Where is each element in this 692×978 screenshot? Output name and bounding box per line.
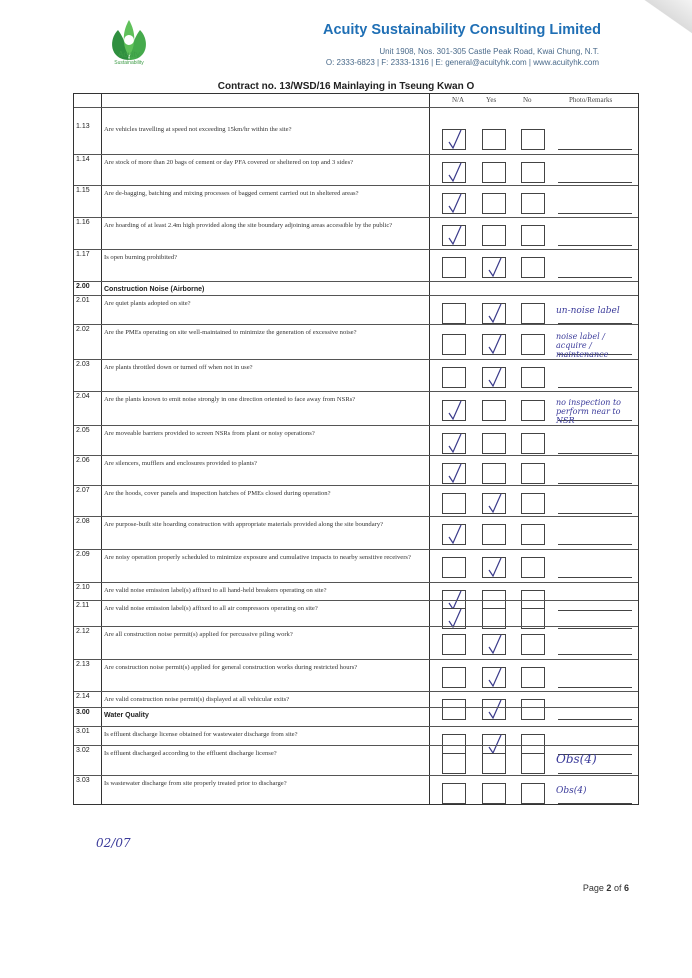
- remarks-line: [558, 213, 632, 214]
- item-number: 2.11: [76, 602, 90, 609]
- checkbox-no[interactable]: [521, 367, 545, 388]
- row-divider: [74, 745, 638, 746]
- checklist-row: [74, 518, 640, 551]
- item-number: 2.14: [76, 693, 90, 700]
- checkbox-na[interactable]: [442, 524, 466, 545]
- logo-wordmark: [96, 50, 162, 68]
- checkbox-no[interactable]: [521, 493, 545, 514]
- checkbox-yes[interactable]: [482, 367, 506, 388]
- question-text: Are the hoods, cover panels and inspection hatches of PMEs closed during operation?: [104, 490, 331, 497]
- item-number: 2.06: [76, 457, 90, 464]
- item-number: 1.16: [76, 219, 90, 226]
- checkbox-na[interactable]: [442, 463, 466, 484]
- checkbox-yes[interactable]: [482, 162, 506, 183]
- checkbox-yes[interactable]: [482, 257, 506, 278]
- check-mark-icon: [487, 302, 503, 324]
- checklist-row: [74, 661, 640, 693]
- checkbox-yes[interactable]: [482, 524, 506, 545]
- question-text: Are vehicles travelling at speed not exceeding 15km/hr within the site?: [104, 126, 292, 133]
- item-number: 2.07: [76, 487, 90, 494]
- check-mark-icon: [487, 366, 503, 388]
- check-mark-icon: [487, 333, 503, 355]
- remarks-line: [558, 245, 632, 246]
- checklist-row: [74, 251, 640, 283]
- row-divider: [74, 391, 638, 392]
- checklist-row: [74, 297, 640, 326]
- checkbox-yes[interactable]: [482, 129, 506, 150]
- checklist-row: [74, 628, 640, 661]
- checkbox-no[interactable]: [521, 667, 545, 688]
- row-divider: [74, 582, 638, 583]
- checklist-row: [74, 777, 640, 808]
- handwritten-remark: no inspection to perform near to NSR: [556, 398, 621, 425]
- checkbox-na[interactable]: [442, 367, 466, 388]
- checkbox-yes[interactable]: [482, 463, 506, 484]
- column-header-remarks: Photo/Remarks: [569, 96, 613, 104]
- item-number: 2.10: [76, 584, 90, 591]
- checkbox-yes[interactable]: [482, 667, 506, 688]
- item-number: 3.00: [76, 709, 90, 716]
- item-number: 2.04: [76, 393, 90, 400]
- checkbox-no[interactable]: [521, 162, 545, 183]
- checkbox-yes[interactable]: [482, 303, 506, 324]
- item-number: 2.01: [76, 297, 90, 304]
- checkbox-no[interactable]: [521, 463, 545, 484]
- item-number: 2.02: [76, 326, 90, 333]
- item-number: 2.00: [76, 283, 90, 290]
- checklist-row: [74, 487, 640, 518]
- checkbox-na[interactable]: [442, 634, 466, 655]
- question-text: Are stock of more than 20 bags of cement or day PFA covered or sheltered on top and 3 sides?: [104, 159, 354, 166]
- row-divider: [74, 185, 638, 186]
- header-divider: [74, 107, 638, 108]
- question-text: Is effluent discharged according to the effluent discharge license?: [104, 750, 277, 757]
- item-number: 1.14: [76, 156, 90, 163]
- company-address: [326, 46, 599, 68]
- remarks-line: [558, 687, 632, 688]
- handwritten-remark: un-noise label: [556, 306, 620, 316]
- checkbox-na[interactable]: [442, 303, 466, 324]
- page-number: [583, 883, 629, 893]
- checklist-table: [73, 93, 639, 805]
- check-mark-icon: [447, 128, 463, 150]
- remarks-line: [558, 803, 632, 804]
- checklist-row: [74, 123, 640, 156]
- checkbox-na[interactable]: [442, 667, 466, 688]
- row-divider: [74, 659, 638, 660]
- checklist-row: [74, 361, 640, 393]
- column-header-no: No: [523, 96, 532, 104]
- checkbox-no[interactable]: [521, 225, 545, 246]
- remarks-line: [558, 277, 632, 278]
- logo-subtitle: Sustainability: [114, 60, 144, 66]
- checklist-row: [74, 551, 640, 584]
- row-divider: [74, 154, 638, 155]
- section-title: Water Quality: [104, 712, 149, 719]
- checkbox-yes[interactable]: [482, 783, 506, 804]
- checklist-row: [74, 393, 640, 427]
- item-number: 1.13: [76, 123, 90, 130]
- check-mark-icon: [487, 556, 503, 578]
- checkbox-no[interactable]: [521, 303, 545, 324]
- question-text: Is effluent discharge license obtained for wastewater discharge from site?: [104, 731, 298, 738]
- page-total: 6: [623, 883, 629, 893]
- question-text: Are noisy operation properly scheduled to minimize exposure and cumulative impacts to nearby sensitive receivers?: [104, 554, 411, 561]
- question-text: Are plants throttled down or turned off when not in use?: [104, 364, 253, 371]
- item-number: 2.05: [76, 427, 90, 434]
- checkbox-no[interactable]: [521, 634, 545, 655]
- item-number: 2.12: [76, 628, 90, 635]
- checkbox-no[interactable]: [521, 257, 545, 278]
- check-mark-icon: [487, 492, 503, 514]
- company-name: Acuity Sustainability Consulting Limited: [323, 22, 601, 38]
- check-mark-icon: [447, 399, 463, 421]
- checkbox-yes[interactable]: [482, 400, 506, 421]
- page-of: of: [613, 883, 622, 893]
- question-text: Are silencers, mufflers and enclosures provided to plants?: [104, 460, 257, 467]
- checkbox-na[interactable]: [442, 557, 466, 578]
- row-divider: [74, 626, 638, 627]
- checkbox-yes[interactable]: [482, 557, 506, 578]
- row-divider: [74, 455, 638, 456]
- question-text: Is wastewater discharge from site properly treated prior to discharge?: [104, 780, 287, 787]
- row-divider: [74, 516, 638, 517]
- checkbox-na[interactable]: [442, 783, 466, 804]
- checkbox-yes[interactable]: [482, 493, 506, 514]
- question-text: Are valid construction noise permit(s) displayed at all vehicular exits?: [104, 696, 290, 703]
- section-title: Construction Noise (Airborne): [104, 286, 205, 293]
- row-divider: [74, 600, 638, 601]
- handwritten-date: 02/07: [96, 836, 131, 850]
- checkbox-no[interactable]: [521, 334, 545, 355]
- checkbox-yes[interactable]: [482, 334, 506, 355]
- remarks-line: [558, 513, 632, 514]
- question-text: Are the plants known to emit noise strongly in one direction oriented to face away from NSRs?: [104, 396, 356, 403]
- row-divider: [74, 691, 638, 692]
- checkbox-no[interactable]: [521, 400, 545, 421]
- remarks-line: [558, 483, 632, 484]
- question-text: Are de-bagging, batching and mixing processes of bagged cement carried out in sheltered areas?: [104, 190, 359, 197]
- checkbox-no[interactable]: [521, 783, 545, 804]
- checkbox-na[interactable]: [442, 225, 466, 246]
- checklist-row: [74, 747, 640, 777]
- checklist-row: [74, 187, 640, 219]
- checklist-row: [74, 326, 640, 361]
- question-text: Are moveable barriers provided to screen NSRs from plant or noisy operations?: [104, 430, 315, 437]
- contract-title: Contract no. 13/WSD/16 Mainlaying in Tseung Kwan O: [217, 81, 475, 92]
- question-text: Are purpose-built site hoarding construction with appropriate materials provided along the site boundary?: [104, 521, 384, 528]
- remarks-line: [558, 773, 632, 774]
- check-mark-icon: [447, 224, 463, 246]
- checkbox-na[interactable]: [442, 162, 466, 183]
- row-divider: [74, 775, 638, 776]
- check-mark-icon: [447, 523, 463, 545]
- row-divider: [74, 425, 638, 426]
- checkbox-yes[interactable]: [482, 753, 506, 774]
- question-text: Are valid noise emission label(s) affixed to all air compressors operating on site?: [104, 605, 318, 612]
- remarks-line: [558, 544, 632, 545]
- item-number: 3.02: [76, 747, 90, 754]
- item-number: 2.03: [76, 361, 90, 368]
- remarks-line: [558, 387, 632, 388]
- item-number: 1.15: [76, 187, 90, 194]
- remarks-line: [558, 182, 632, 183]
- check-mark-icon: [447, 192, 463, 214]
- checkbox-no[interactable]: [521, 524, 545, 545]
- checklist-row: [74, 457, 640, 487]
- check-mark-icon: [447, 462, 463, 484]
- contact-line: O: 2333-6823 | F: 2333-1316 | E: general@acuityhk.com | www.acuityhk.com: [325, 58, 599, 67]
- item-number: 3.01: [76, 728, 90, 735]
- handwritten-remark: Obs(4): [556, 786, 587, 796]
- checklist-row: [74, 427, 640, 457]
- column-header-yes: Yes: [486, 96, 497, 104]
- check-mark-icon: [487, 256, 503, 278]
- checkbox-na[interactable]: [442, 400, 466, 421]
- checkbox-na[interactable]: [442, 257, 466, 278]
- checkbox-yes[interactable]: [482, 225, 506, 246]
- question-text: Is open burning prohibited?: [104, 254, 178, 261]
- item-number: 3.03: [76, 777, 90, 784]
- row-divider: [74, 359, 638, 360]
- checkbox-no[interactable]: [521, 753, 545, 774]
- check-mark-icon: [487, 666, 503, 688]
- page-current: 2: [606, 883, 612, 893]
- checkbox-no[interactable]: [521, 557, 545, 578]
- check-mark-icon: [487, 633, 503, 655]
- checklist-row: [74, 156, 640, 187]
- checkbox-no[interactable]: [521, 193, 545, 214]
- row-divider: [74, 281, 638, 282]
- row-divider: [74, 249, 638, 250]
- row-divider: [74, 707, 638, 708]
- item-number: 2.13: [76, 661, 90, 668]
- checkbox-yes[interactable]: [482, 634, 506, 655]
- checkbox-na[interactable]: [442, 433, 466, 454]
- row-divider: [74, 726, 638, 727]
- page-prefix: Page: [582, 883, 604, 893]
- checkbox-no[interactable]: [521, 129, 545, 150]
- row-divider: [74, 217, 638, 218]
- checkbox-na[interactable]: [442, 193, 466, 214]
- row-divider: [74, 295, 638, 296]
- checkbox-na[interactable]: [442, 129, 466, 150]
- item-number: 2.09: [76, 551, 90, 558]
- handwritten-remark: noise label / acquire / maintenance: [556, 332, 609, 359]
- item-number: 2.08: [76, 518, 90, 525]
- check-mark-icon: [447, 432, 463, 454]
- question-text: Are valid noise emission label(s) affixed to all hand-held breakers operating on site?: [104, 587, 327, 594]
- address-line-1: Unit 1908, Nos. 301-305 Castle Peak Road, Kwai Chung, N.T.: [379, 47, 599, 56]
- question-text: Are quiet plants adopted on site?: [104, 300, 191, 307]
- checklist-row: [74, 219, 640, 251]
- question-text: Are all construction noise permit(s) applied for percussive piling work?: [104, 631, 293, 638]
- checklist-row: [74, 602, 640, 628]
- checkbox-na[interactable]: [442, 753, 466, 774]
- question-text: Are the PMEs operating on site well-maintained to minimize the generation of excessive noise?: [104, 329, 357, 336]
- remarks-line: [558, 654, 632, 655]
- checkbox-na[interactable]: [442, 334, 466, 355]
- checkbox-yes[interactable]: [482, 433, 506, 454]
- row-divider: [74, 324, 638, 325]
- remarks-line: [558, 453, 632, 454]
- question-text: Are hoarding of at least 2.4m high provided along the site boundary adjoining areas accessible by the public?: [104, 222, 393, 229]
- column-header-na: N/A: [452, 96, 465, 104]
- checkbox-no[interactable]: [521, 433, 545, 454]
- row-divider: [74, 485, 638, 486]
- page-corner: [632, 0, 692, 40]
- row-divider: [74, 549, 638, 550]
- handwritten-remark: Obs(4): [556, 752, 597, 766]
- logo-name: Acuity: [118, 50, 140, 59]
- question-text: Are construction noise permit(s) applied for general construction works during restricted hours?: [104, 664, 358, 671]
- checkbox-na[interactable]: [442, 493, 466, 514]
- remarks-line: [558, 577, 632, 578]
- check-mark-icon: [447, 161, 463, 183]
- item-number: 1.17: [76, 251, 90, 258]
- checkbox-yes[interactable]: [482, 193, 506, 214]
- remarks-line: [558, 149, 632, 150]
